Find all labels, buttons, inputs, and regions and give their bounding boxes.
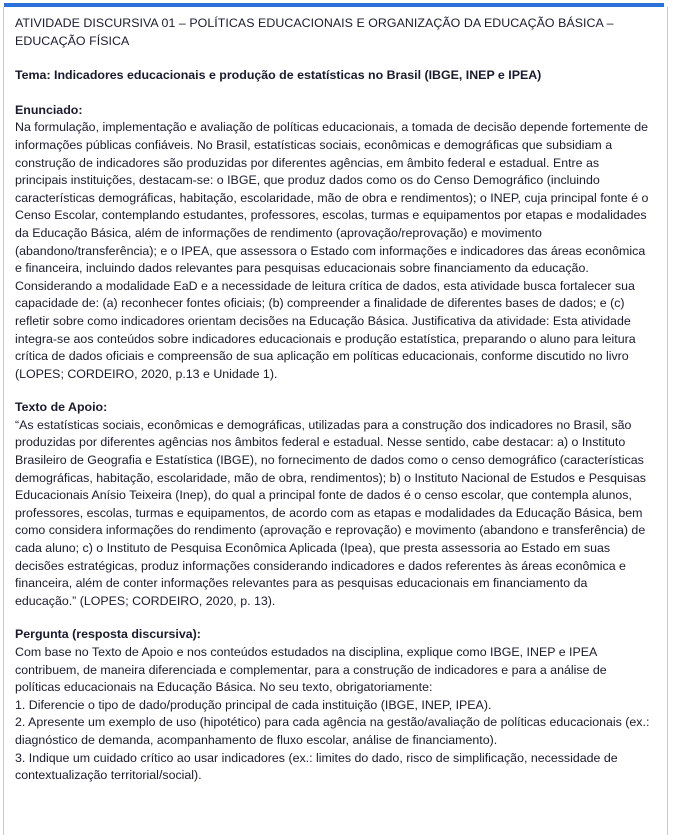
spacer	[15, 50, 651, 67]
pergunta-item-3: 3. Indique um cuidado crítico ao usar indicadores (ex.: limites do dado, risco de simplificação, necessidade de contextualização territorial/social).	[15, 750, 618, 783]
spacer	[15, 85, 651, 102]
spacer	[15, 610, 651, 626]
texto-apoio-paragraph: “As estatísticas sociais, econômicas e demográficas, utilizadas para a construção dos indicadores no Brasil, são produzidas por diferentes agências nos âmbitos federal e estadual. Nesse sentido, cabe destacar: a) o Instituto Brasileiro de Geografia e Estatística (IBGE), no fornecimento de dados como o censo demográfico (características demográficas, habitação, escolaridade, mão de obra, rendimentos); b) o Instituto Nacional de Estudos e Pesquisas Educacionais Anísio Teixeira (Inep), do qual a principal fonte de dados é o censo escolar, que contempla alunos, professores, escolas, turmas e equipamentos, de acordo com as etapas e modalidades da Educação Básica, bem como considera informações do rendimento (aprovação e reprovação) e movimento (abandono e transferência) de cada aluno; c) o Instituto de Pesquisa Econômica Aplicada (Ipea), que presta assessoria ao Estado em suas decisões estratégicas, produz informações considerando indicadores e dados referentes às áreas econômica e financeira, além de conter informações relevantes para as pesquisas educacionais em financiamento da educação.” (LOPES; CORDEIRO, 2020, p. 13).	[15, 417, 646, 608]
pergunta-item-2: 2. Apresente um exemplo de uso (hipotético) para cada agência na gestão/avaliação de políticas educacionais (ex.: diagnóstico de demanda, acompanhamento de fluxo escolar, análise de financiamento).	[15, 715, 650, 747]
pergunta-item-1: 1. Diferencie o tipo de dado/produção principal de cada instituição (IBGE, INEP, IPEA).	[15, 697, 492, 712]
page-title: ATIVIDADE DISCURSIVA 01 – POLÍTICAS EDUCACIONAIS E ORGANIZAÇÃO DA EDUCAÇÃO BÁSICA – EDUCAÇÃO FÍSICA	[15, 16, 614, 48]
enunciado-paragraph-2: Considerando a modalidade EaD e a necessidade de leitura crítica de dados, esta atividade busca fortalecer sua capacidade de: (a) reconhecer fontes oficiais; (b) compreender a finalidade de diferentes bases de dados; e (c) refletir sobre como indicadores orientam decisões na Educação Básica. Justificativa da atividade: Esta atividade integra-se aos conteúdos sobre indicadores educacionais e produção estatística, preparando o aluno para leitura crítica de dados oficiais e compreensão de sua aplicação em políticas educacionais, conforme discutido no livro (LOPES; CORDEIRO, 2020, p.13 e Unidade 1).	[15, 278, 636, 381]
enunciado-heading: Enunciado:	[15, 102, 83, 117]
spacer	[15, 383, 651, 399]
texto-apoio-heading: Texto de Apoio:	[15, 400, 108, 415]
enunciado-paragraph-1: Na formulação, implementação e avaliação de políticas educacionais, a tomada de decisão depende fortemente de informações públicas confiáveis. No Brasil, estatísticas sociais, econômicas e demográficas que subsidiam a construção de indicadores são produzidas por diferentes agências, em âmbito federal e estadual. Entre as principais instituições, destacam-se: o IBGE, que produz dados como os do Censo Demográfico (incluindo características demográficas, habitação, escolaridade, mão de obra e rendimentos); o INEP, cuja principal fonte é o Censo Escolar, contemplando estudantes, professores, escolas, turmas e equipamentos por etapas e modalidades da Educação Básica, além de informações de rendimento (aprovação/reprovação) e movimento (abandono/transferência); e o IPEA, que assessora o Estado com informações e indicadores das áreas econômica e financeira, incluindo dados relevantes para pesquisas educacionais sobre financiamento da educação.	[15, 120, 649, 276]
document-right-border	[667, 7, 668, 835]
pergunta-heading: Pergunta (resposta discursiva):	[15, 627, 201, 642]
document-body	[4, 7, 667, 835]
pergunta-intro: Com base no Texto de Apoio e nos conteúdos estudados na disciplina, explique como IBGE, INEP e IPEA contribuem, de maneira diferenciada e complementar, para a construção de indicadores e para a análise de políticas educacionais na Educação Básica. No seu texto, obrigatoriamente:	[15, 645, 607, 695]
theme-line: Tema: Indicadores educacionais e produção de estatísticas no Brasil (IBGE, INEP e IPEA)	[15, 68, 542, 83]
